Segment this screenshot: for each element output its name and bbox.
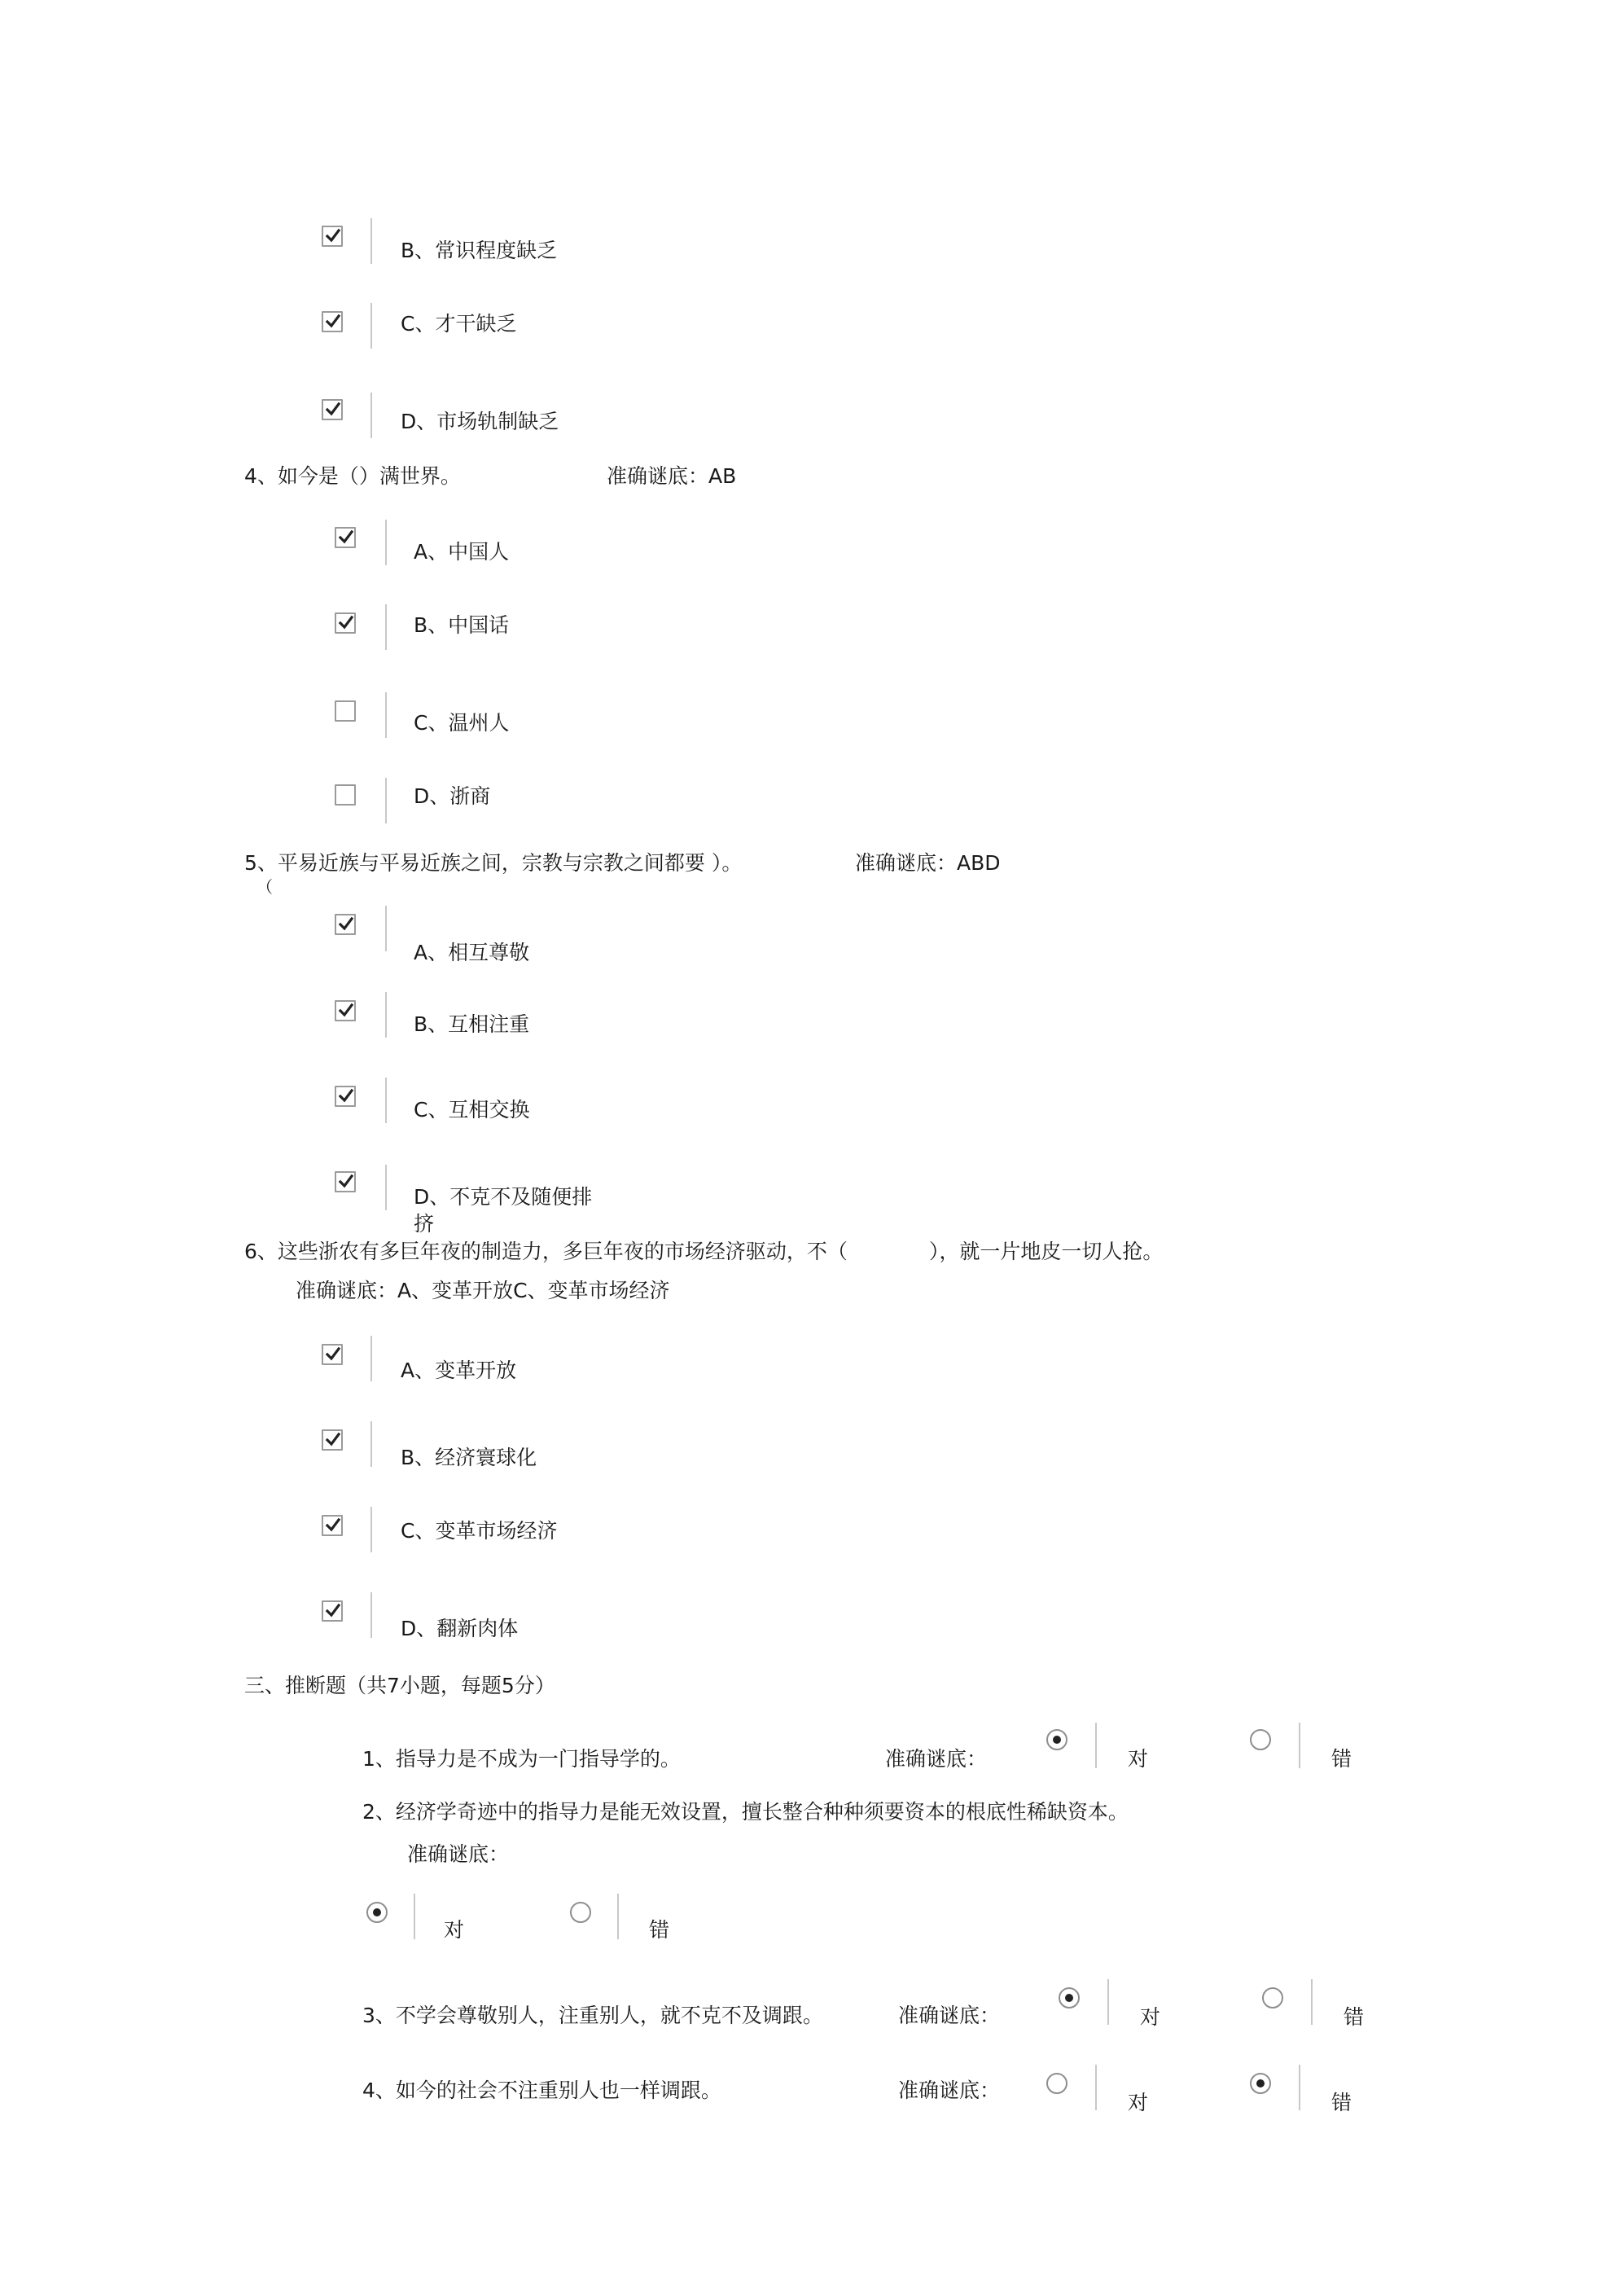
radio-dot-icon xyxy=(1256,2079,1265,2087)
option-label: A、变革开放 xyxy=(401,1359,517,1382)
true-label: 对 xyxy=(1128,1747,1149,1771)
divider xyxy=(385,778,387,823)
tf-question-text: 1、指导力是不成为一门指导学的。 xyxy=(362,1747,681,1771)
option-label: D、翻新肉体 xyxy=(401,1617,519,1640)
false-label: 错 xyxy=(1344,2005,1365,2029)
option-label: B、经济寰球化 xyxy=(401,1446,537,1469)
divider xyxy=(1311,1979,1313,2025)
tf-answer-label: 准确谜底： xyxy=(885,1747,988,1771)
answer-label: 准确谜底：A、变革开放C、变革市场经济 xyxy=(296,1279,670,1302)
checkbox-q4-a[interactable] xyxy=(335,527,356,548)
divider xyxy=(1299,1723,1300,1768)
option-label: B、常识程度缺乏 xyxy=(401,239,558,262)
checkmark-icon xyxy=(325,228,341,244)
checkmark-icon xyxy=(338,1174,354,1190)
option-label: D、市场轨制缺乏 xyxy=(401,410,559,433)
divider xyxy=(370,1336,372,1381)
checkmark-icon xyxy=(338,529,354,546)
question-text: 4、如今是（）满世界。 xyxy=(244,464,461,488)
option-label: D、浙商 xyxy=(414,784,491,808)
question-text: 5、平易近族与平易近族之间，宗教与宗教之间都要 ）。 xyxy=(244,851,743,875)
checkmark-icon xyxy=(325,1517,341,1534)
checkbox-q5-b[interactable] xyxy=(335,1000,356,1021)
checkbox-q6-d[interactable] xyxy=(322,1600,343,1622)
divider xyxy=(385,604,387,650)
question-text: 6、这些浙农有多巨年夜的制造力，多巨年夜的市场经济驱动，不（ ），就一片地皮一切人抢。 xyxy=(244,1240,1164,1263)
checkmark-icon xyxy=(325,402,341,418)
checkmark-icon xyxy=(338,615,354,631)
radio-true[interactable] xyxy=(1059,1987,1080,2008)
checkbox-q6-c[interactable] xyxy=(322,1515,343,1536)
checkbox-q3-b[interactable] xyxy=(322,226,343,247)
radio-dot-icon xyxy=(1065,1994,1073,2002)
radio-true[interactable] xyxy=(1046,1729,1067,1750)
checkbox-q5-d[interactable] xyxy=(335,1171,356,1192)
option-label: C、才干缺乏 xyxy=(401,312,517,336)
divider xyxy=(385,992,387,1038)
section-heading: 三、推断题（共7小题，每题5分） xyxy=(244,1674,555,1697)
tf-question-text: 3、不学会尊敬别人，注重别人，就不克不及调跟。 xyxy=(362,2004,823,2027)
divider xyxy=(370,218,372,264)
radio-dot-icon xyxy=(1053,1736,1061,1744)
tf-question-text: 4、如今的社会不注重别人也一样调跟。 xyxy=(362,2079,721,2102)
divider xyxy=(1107,1979,1109,2025)
checkbox-q4-b[interactable] xyxy=(335,612,356,634)
false-label: 错 xyxy=(1331,1747,1352,1771)
tf-question-text: 2、经济学奇迹中的指导力是能无效设置，擅长整合种种须要资本的根底性稀缺资本。 xyxy=(362,1800,1129,1824)
option-label: C、变革市场经济 xyxy=(401,1519,558,1543)
checkmark-icon xyxy=(325,1603,341,1619)
divider xyxy=(414,1894,415,1939)
divider xyxy=(370,1507,372,1552)
radio-false[interactable] xyxy=(1262,1987,1283,2008)
option-label: D、不克不及随便排 xyxy=(414,1185,593,1209)
divider xyxy=(617,1894,619,1939)
true-label: 对 xyxy=(1128,2091,1149,2114)
radio-false[interactable] xyxy=(570,1902,591,1923)
true-label: 对 xyxy=(444,1918,465,1942)
option-label: A、相互尊敬 xyxy=(414,941,530,964)
checkbox-q5-a[interactable] xyxy=(335,914,356,935)
checkmark-icon xyxy=(325,314,341,330)
divider xyxy=(385,520,387,565)
true-label: 对 xyxy=(1140,2005,1161,2029)
divider xyxy=(370,1592,372,1638)
divider xyxy=(370,303,372,349)
checkmark-icon xyxy=(338,1088,354,1104)
false-label: 错 xyxy=(649,1918,670,1942)
option-label: C、温州人 xyxy=(414,711,510,735)
checkmark-icon xyxy=(325,1346,341,1363)
divider xyxy=(1095,1723,1097,1768)
answer-label: 准确谜底：AB xyxy=(607,464,737,488)
checkbox-q3-d[interactable] xyxy=(322,399,343,420)
answer-label: 准确谜底：ABD xyxy=(855,851,1001,875)
checkbox-q4-c[interactable] xyxy=(335,700,356,722)
option-label: B、互相注重 xyxy=(414,1012,530,1036)
divider xyxy=(385,1165,387,1210)
option-label: A、中国人 xyxy=(414,540,510,564)
divider xyxy=(385,692,387,738)
divider xyxy=(370,393,372,438)
checkmark-icon xyxy=(338,916,354,933)
divider xyxy=(1095,2065,1097,2110)
tf-answer-label: 准确谜底： xyxy=(898,2004,1001,2027)
checkbox-q6-b[interactable] xyxy=(322,1429,343,1451)
tf-answer-label: 准确谜底： xyxy=(407,1842,510,1866)
divider xyxy=(1299,2065,1300,2110)
checkbox-q4-d[interactable] xyxy=(335,784,356,806)
option-label: B、中国话 xyxy=(414,613,510,637)
radio-true[interactable] xyxy=(366,1902,388,1923)
checkbox-q5-c[interactable] xyxy=(335,1086,356,1107)
tf-answer-label: 准确谜底： xyxy=(898,2079,1001,2102)
divider xyxy=(385,906,387,951)
checkmark-icon xyxy=(325,1432,341,1448)
radio-false[interactable] xyxy=(1250,2073,1271,2094)
divider xyxy=(370,1421,372,1467)
divider xyxy=(385,1078,387,1123)
option-label-continued: 挤 xyxy=(414,1212,435,1236)
radio-false[interactable] xyxy=(1250,1729,1271,1750)
radio-dot-icon xyxy=(373,1908,381,1916)
checkbox-q6-a[interactable] xyxy=(322,1344,343,1365)
checkbox-q3-c[interactable] xyxy=(322,311,343,332)
question-paren: （ xyxy=(256,877,273,897)
false-label: 错 xyxy=(1331,2091,1352,2114)
checkmark-icon xyxy=(338,1003,354,1019)
option-label: C、互相交换 xyxy=(414,1098,530,1122)
radio-true[interactable] xyxy=(1046,2073,1067,2094)
